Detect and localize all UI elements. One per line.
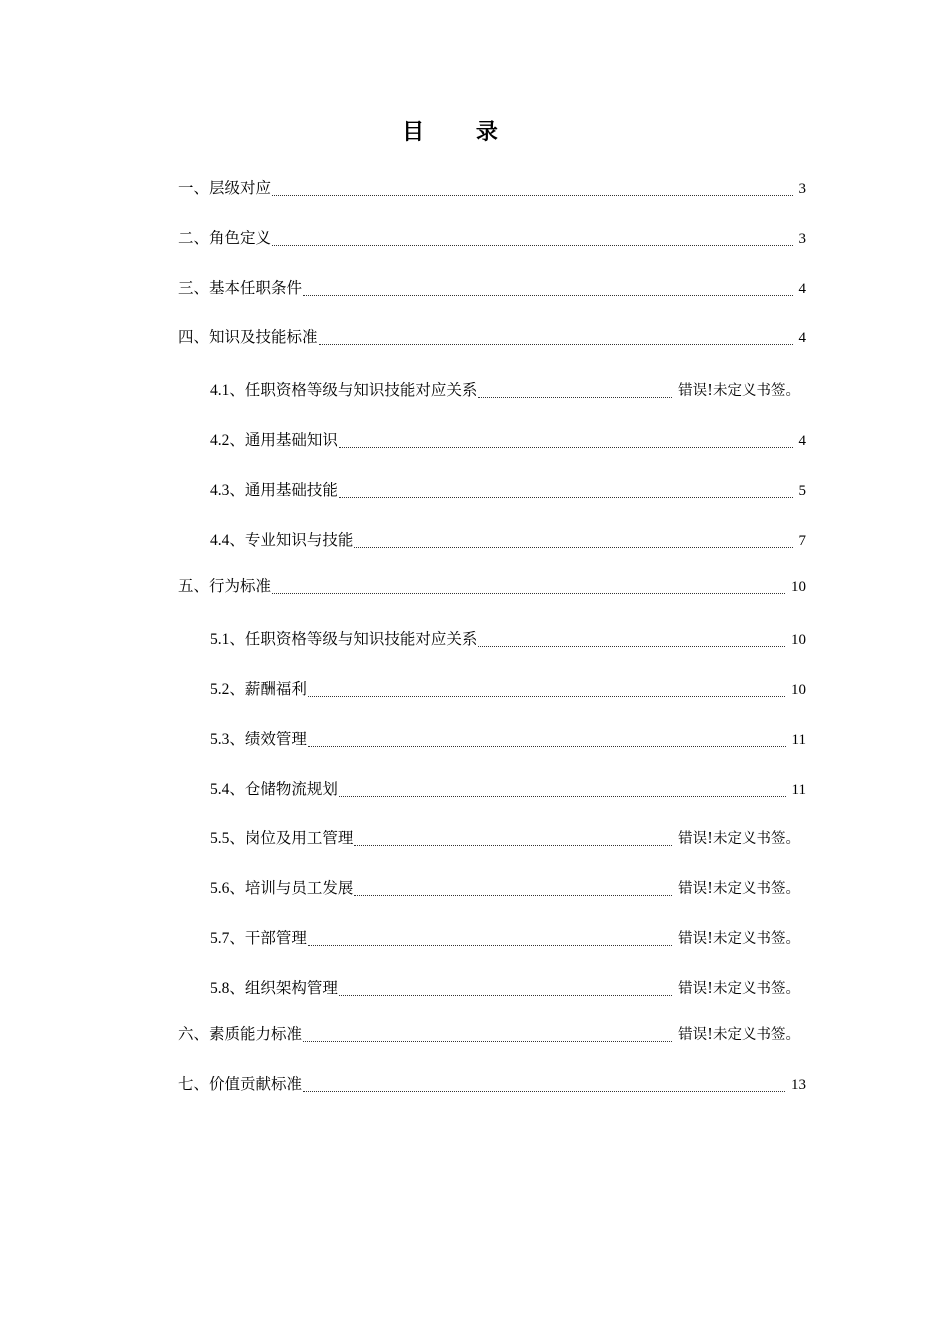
toc-entry[interactable] [210, 777, 806, 801]
toc-entry-number: 5.4 [210, 781, 230, 798]
toc-entry[interactable] [178, 574, 806, 598]
toc-entry-page: 错误!未定义书签。 [678, 881, 800, 897]
dot-leader [478, 644, 785, 647]
toc-entry-label: 、绩效管理 [229, 730, 307, 748]
toc-entry-page: 3 [798, 231, 806, 247]
toc-entry-number: 4.4 [210, 532, 230, 549]
toc-entry[interactable] [178, 325, 806, 349]
dot-leader [319, 342, 793, 345]
dot-leader [354, 843, 672, 846]
toc-entry-label: 六、素质能力标准 [178, 1025, 303, 1043]
toc-entry-label: 五、行为标准 [178, 577, 272, 595]
toc-entry-page: 11 [791, 732, 806, 748]
dot-leader [339, 495, 793, 498]
toc-entry[interactable] [178, 276, 806, 300]
toc-entry-page: 错误!未定义书签。 [678, 931, 800, 947]
dot-leader [303, 293, 792, 296]
toc-title: 目 录 [402, 120, 520, 145]
toc-entry-label: 三、基本任职条件 [178, 279, 303, 297]
toc-entry-number: 5.8 [210, 980, 230, 997]
dot-leader [354, 545, 792, 548]
toc-entry-number: 5.7 [210, 930, 230, 947]
toc-entry-page: 4 [798, 433, 806, 449]
dot-leader [303, 1039, 672, 1042]
toc-entry-page: 13 [791, 1077, 806, 1093]
toc-entry[interactable] [210, 528, 806, 552]
toc-entry-label: 、培训与员工发展 [229, 879, 354, 897]
toc-entry-page: 7 [798, 533, 806, 549]
toc-entry-label: 、薪酬福利 [229, 680, 307, 698]
toc-entry[interactable] [210, 677, 806, 701]
dot-leader [339, 445, 793, 448]
toc-entry[interactable] [210, 378, 800, 402]
toc-entry-label: 、专业知识与技能 [229, 531, 354, 549]
dot-leader [308, 694, 785, 697]
dot-leader [272, 243, 792, 246]
toc-entry-page: 3 [798, 181, 806, 197]
dot-leader [308, 744, 786, 747]
toc-entry-page: 11 [791, 782, 806, 798]
toc-entry-label: 一、层级对应 [178, 179, 272, 197]
toc-entry-page: 错误!未定义书签。 [678, 831, 800, 847]
toc-entry-label: 七、价值贡献标准 [178, 1075, 303, 1093]
toc-entry-page: 错误!未定义书签。 [678, 1027, 800, 1043]
toc-entry-page: 10 [791, 682, 806, 698]
toc-entry-page: 5 [798, 483, 806, 499]
toc-entry-number: 5.1 [210, 631, 230, 648]
toc-entry-label: 、组织架构管理 [229, 979, 338, 997]
dot-leader [478, 395, 672, 398]
toc-entry[interactable] [210, 976, 800, 1000]
toc-entry[interactable] [178, 226, 806, 250]
toc-entry-label: 、任职资格等级与知识技能对应关系 [229, 630, 478, 648]
toc-entry[interactable] [210, 826, 800, 850]
toc-entry[interactable] [210, 876, 800, 900]
dot-leader [272, 193, 792, 196]
toc-entry-label: 、任职资格等级与知识技能对应关系 [229, 381, 478, 399]
toc-entry-number: 5.3 [210, 731, 230, 748]
toc-entry[interactable] [178, 176, 806, 200]
toc-entry-label: 四、知识及技能标准 [178, 328, 318, 346]
toc-entry[interactable] [210, 727, 806, 751]
toc-entry-label: 、岗位及用工管理 [229, 829, 354, 847]
toc-entry[interactable] [210, 627, 806, 651]
dot-leader [339, 794, 786, 797]
toc-entry[interactable] [210, 428, 806, 452]
dot-leader [354, 893, 672, 896]
toc-entry-label: 二、角色定义 [178, 229, 272, 247]
dot-leader [272, 591, 785, 594]
toc-entry-label: 、通用基础知识 [229, 431, 338, 449]
toc-entry[interactable] [178, 1022, 800, 1046]
toc-entry[interactable] [178, 1072, 806, 1096]
toc-entry-page: 错误!未定义书签。 [678, 383, 800, 399]
toc-entry-page: 4 [798, 281, 806, 297]
toc-entry-page: 4 [798, 330, 806, 346]
toc-entry-page: 错误!未定义书签。 [678, 981, 800, 997]
toc-entry-page: 10 [791, 632, 806, 648]
toc-entry-label: 、干部管理 [229, 929, 307, 947]
toc-entry[interactable] [210, 478, 806, 502]
toc-entry[interactable] [210, 926, 800, 950]
toc-entry-number: 4.3 [210, 482, 230, 499]
toc-entry-number: 5.2 [210, 681, 230, 698]
toc-entry-page: 10 [791, 579, 806, 595]
toc-entry-number: 5.6 [210, 880, 230, 897]
toc-entry-label: 、仓储物流规划 [229, 780, 338, 798]
dot-leader [303, 1089, 785, 1092]
toc-entry-number: 4.1 [210, 382, 230, 399]
toc-entry-number: 4.2 [210, 432, 230, 449]
toc-entry-label: 、通用基础技能 [229, 481, 338, 499]
dot-leader [308, 943, 672, 946]
dot-leader [339, 993, 672, 996]
toc-entry-number: 5.5 [210, 830, 230, 847]
